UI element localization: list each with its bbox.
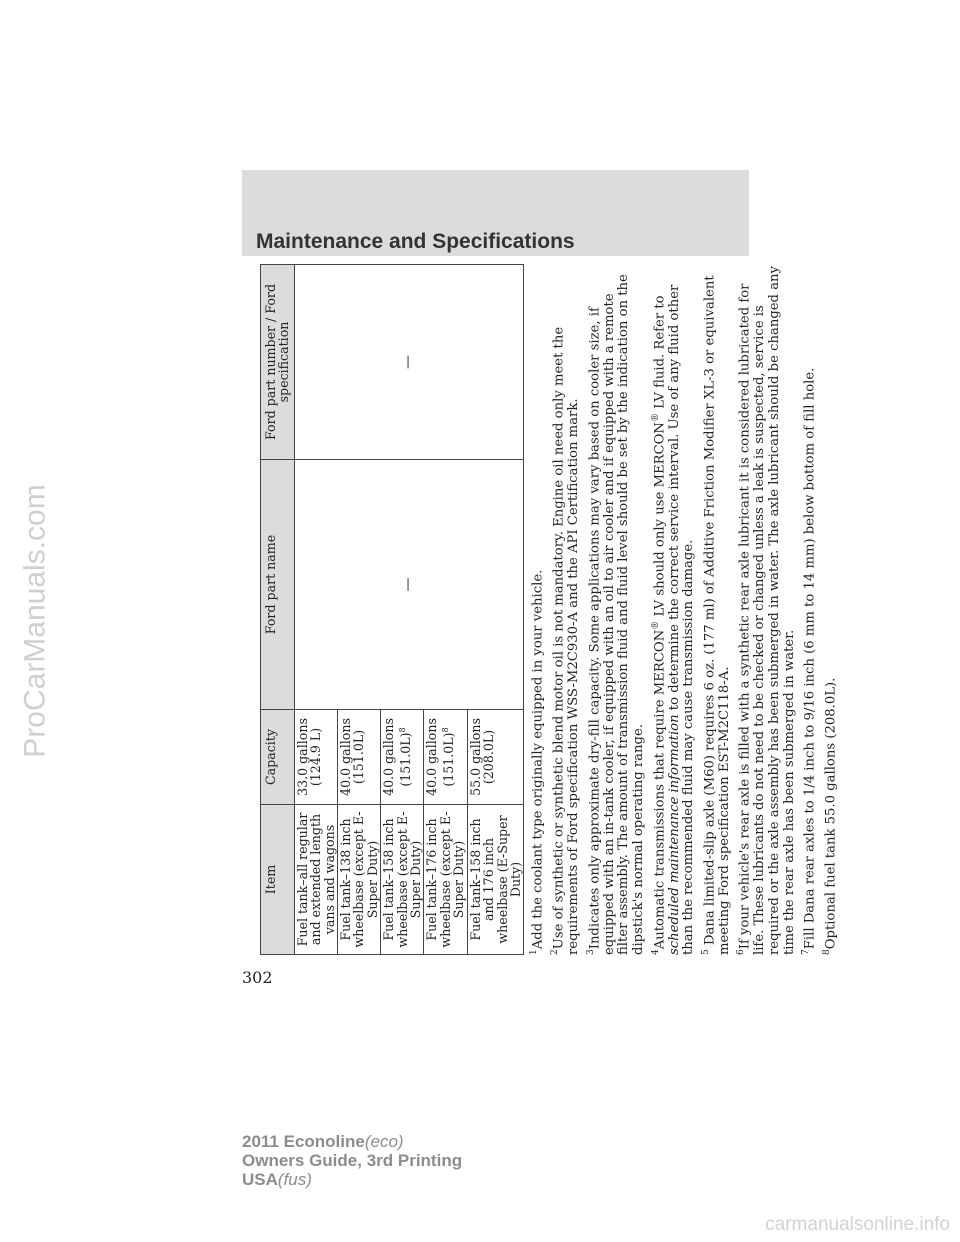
cell-capacity: 55.0 gallons (208.0L) [467, 710, 524, 805]
footnotes [527, 265, 839, 955]
cell-item: Fuel tank–158 inch and 176 inch wheelbase (E-Super Duty) [467, 805, 524, 955]
cell-item: Fuel tank–176 inch wheelbase (except E-Super Duty) [424, 805, 467, 955]
rotated-page-content [260, 265, 839, 955]
page-number: 302 [242, 968, 273, 987]
footnote-ref: 8 [397, 727, 407, 733]
table-row [294, 265, 337, 955]
footnote-2: $^2$Use of synthetic or synthetic blend motor oil is not mandatory. Engine oil need only meet the requirements of Ford specification WSS-M2C930-A and the API Certification mark. [550, 326, 582, 955]
cell-capacity: 40.0 gallons $(151.0L)^8$ [381, 710, 424, 805]
footnote-8: $^8$Optional fuel tank 55.0 gallons (208.0L). [822, 677, 839, 955]
cell-part-number: — [294, 265, 524, 460]
watermark-left [0, 0, 72, 1242]
cell-capacity: 40.0 gallons $(151.0L)^8$ [424, 710, 467, 805]
cell-item: Fuel tank–138 inch wheelbase (except E-Super Duty) [338, 805, 381, 955]
cell-capacity: 40.0 gallons (151.0L) [338, 710, 381, 805]
cell-item: Fuel tank–158 inch wheelbase (except E-Super Duty) [381, 805, 424, 955]
col-header-item: Item [261, 805, 295, 955]
footnote-ref: 8 [440, 727, 450, 733]
section-title: Maintenance and Specifications [256, 230, 575, 253]
cell-capacity: 33.0 gallons (124.9 L) [294, 710, 337, 805]
capacity-table [260, 264, 524, 955]
footnote-5: $^5$ Dana limited-slip axle (M60) requires 6 oz. (177 ml) of Additive Friction Modifier XL-3 or equivalent meeting Ford specification EST-M2C118-A. [700, 275, 732, 955]
footnote-6: $^6$If your vehicle's rear axle is filled with a synthetic rear axle lubricant it is considered lubricated for life. These lubricants do not need to be checked or changed unless a leak is suspected, service is required or the axle assembly has been submerged in water. The axle lubricant should be changed any time the rear axle has been submerged in water. [736, 265, 797, 955]
col-header-capacity: Capacity [261, 710, 295, 805]
col-header-part-name: Ford part name [261, 460, 295, 710]
footnote-7: $^7$Fill Dana rear axles to 1/4 inch to 9/16 inch (6 mm to 14 mm) below bottom of fill hole. [801, 367, 818, 955]
watermark-left-text: ProCarManuals.com [19, 484, 52, 758]
table-header-row [261, 265, 295, 955]
col-header-part-number: Ford part number / Ford specification [261, 265, 295, 460]
footnote-4: $^4$Automatic transmissions that require MERCON® LV should only use MERCON® LV fluid. Refer to scheduled maintenance information to determine the correct service interval. Use of any fluid other than the recommended fluid may cause transmission damage. [650, 284, 697, 955]
scheduled-maintenance-link: scheduled maintenance information [666, 714, 682, 955]
watermark-bottom: carmanualsonline.info [765, 1214, 950, 1235]
footnote-3: $^3$Indicates only approximate dry-fill capacity. Some applications may vary based on cooler size, if equipped with an in-tank cooler, if equipped with an oil to air cooler and if equipped with a remote filter assembly. The amount of transmission fluid and fluid level should be set by the indication on the dipstick's normal operating range. [585, 274, 647, 955]
cell-part-name: — [294, 460, 524, 710]
document-footer: 2011 Econoline(eco) Owners Guide, 3rd Printing USA(fus) [242, 1132, 463, 1189]
footnote-1: $^1$Add the coolant type originally equipped in your vehicle. [529, 569, 546, 955]
cell-item: Fuel tank–all regular and extended length vans and wagons [294, 805, 337, 955]
